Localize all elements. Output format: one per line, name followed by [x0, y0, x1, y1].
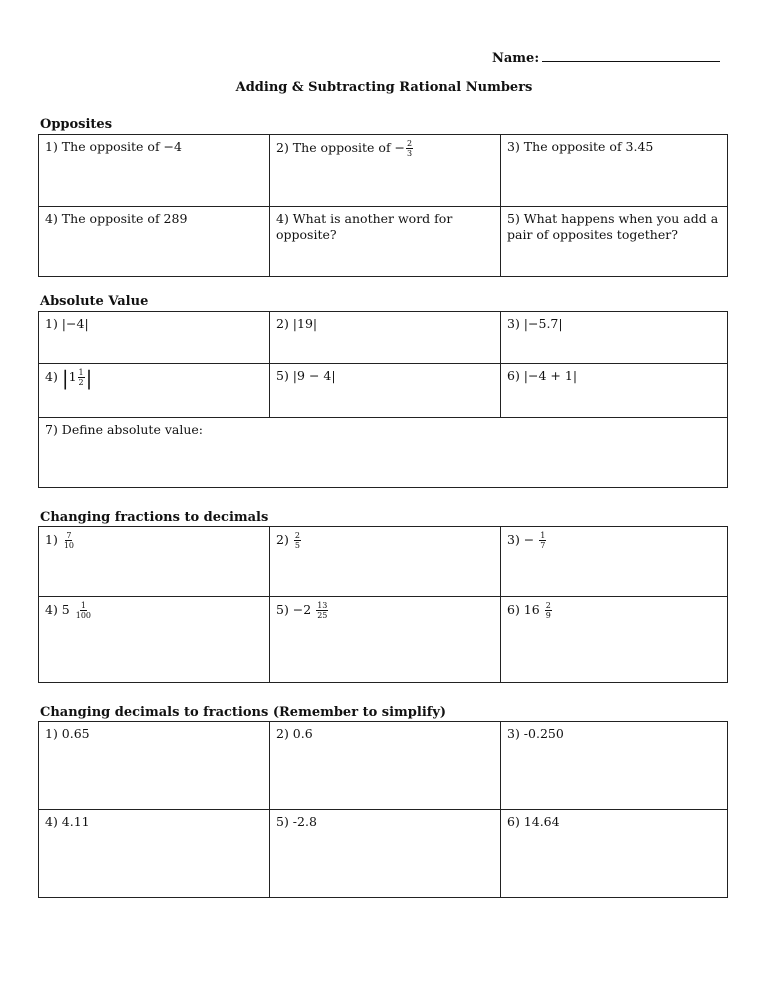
fraction: $\frac{7}{10}$: [63, 531, 75, 550]
fraction: $\frac{1}{7}$: [540, 531, 546, 550]
fraction: $\frac{13}{25}$: [317, 601, 328, 620]
dec-q6[interactable]: 6) 14.64: [501, 810, 728, 898]
opposites-q2-text: 2) The opposite of −: [276, 140, 406, 155]
name-field[interactable]: [492, 49, 720, 66]
fraction: $\frac{1}{2}$: [78, 368, 84, 387]
frac-q2-label: 2): [276, 532, 289, 547]
mixed-whole: 1: [68, 369, 77, 384]
section-heading-opposites: Opposites: [40, 117, 113, 132]
dec-q2[interactable]: 2) 0.6: [270, 722, 501, 810]
opposites-q6[interactable]: 5) What happens when you add a pair of opposites together?: [501, 207, 728, 277]
name-label: Name:: [492, 51, 540, 66]
opposites-table: [38, 134, 728, 277]
worksheet-title: Adding & Subtracting Rational Numbers: [235, 80, 533, 95]
absolute-value-table: [38, 311, 728, 488]
frac-q4-label: 4) 5: [45, 602, 70, 617]
frac-q3-label: 3) −: [507, 532, 535, 547]
fraction: $\frac{2}{3}$: [407, 139, 413, 158]
section-heading-decimals-to-fractions: Changing decimals to fractions (Remember to simplify): [40, 705, 447, 720]
name-blank-line[interactable]: [542, 49, 720, 62]
fraction: $\frac{2}{5}$: [294, 531, 300, 550]
fraction: $\frac{2}{9}$: [545, 601, 551, 620]
dec-q1[interactable]: 1) 0.65: [39, 722, 270, 810]
absolute-q6[interactable]: 6) |−4 + 1|: [501, 364, 728, 418]
fraction: $\frac{1}{100}$: [75, 601, 92, 620]
frac-q2[interactable]: [270, 527, 501, 597]
opposites-q1[interactable]: 1) The opposite of −4: [39, 135, 270, 207]
frac-q5-label: 5) −2: [276, 602, 312, 617]
opposites-q2[interactable]: [270, 135, 501, 207]
section-heading-fractions-to-decimals: Changing fractions to decimals: [40, 510, 269, 525]
opposites-q5[interactable]: 4) What is another word for opposite?: [270, 207, 501, 277]
absolute-q7[interactable]: 7) Define absolute value:: [39, 418, 728, 488]
absolute-q4-label: 4): [45, 369, 62, 384]
opposites-q3[interactable]: 3) The opposite of 3.45: [501, 135, 728, 207]
absolute-q4[interactable]: [39, 364, 270, 418]
dec-q4[interactable]: 4) 4.11: [39, 810, 270, 898]
absolute-q1[interactable]: 1) |−4|: [39, 312, 270, 364]
frac-q6-label: 6) 16: [507, 602, 540, 617]
opposites-q4[interactable]: 4) The opposite of 289: [39, 207, 270, 277]
section-heading-absolute-value: Absolute Value: [40, 294, 149, 309]
frac-q4[interactable]: [39, 597, 270, 683]
frac-q6[interactable]: [501, 597, 728, 683]
fractions-to-decimals-table: [38, 526, 728, 683]
frac-q3[interactable]: [501, 527, 728, 597]
abs-bar-right: |: [85, 365, 93, 390]
absolute-q3[interactable]: 3) |−5.7|: [501, 312, 728, 364]
dec-q3[interactable]: 3) -0.250: [501, 722, 728, 810]
abs-bar-left: |: [61, 365, 69, 390]
frac-q5[interactable]: [270, 597, 501, 683]
frac-q1-label: 1): [45, 532, 58, 547]
absolute-q5[interactable]: 5) |9 − 4|: [270, 364, 501, 418]
frac-q1[interactable]: [39, 527, 270, 597]
decimals-to-fractions-table: [38, 721, 728, 898]
dec-q5[interactable]: 5) -2.8: [270, 810, 501, 898]
absolute-q2[interactable]: 2) |19|: [270, 312, 501, 364]
